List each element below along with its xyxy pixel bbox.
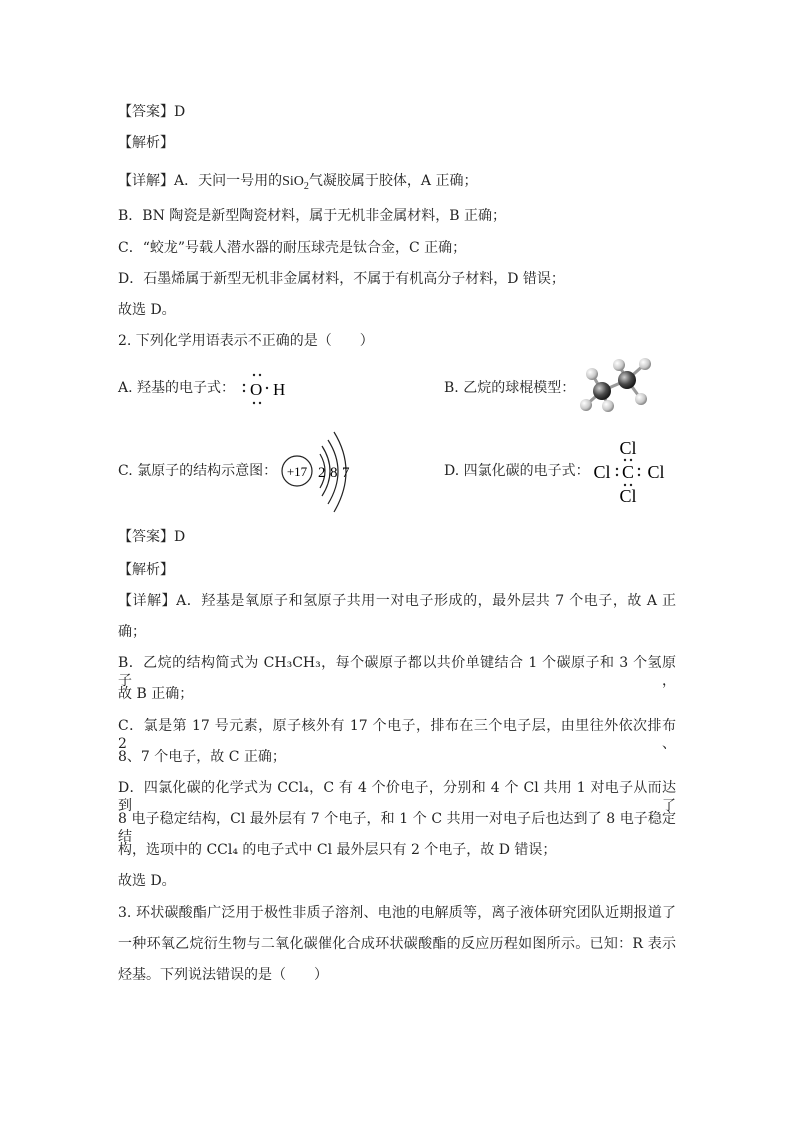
q2-answer: 【答案】D: [118, 529, 186, 545]
ccl4-electron-formula: [586, 434, 670, 508]
q2-option-b-label: B. 乙烷的球棍模型：: [444, 380, 576, 396]
q2-detail-d-line1: D．四氯化碳的化学式为 CCl₄，C 有 4 个价电子，分别和 4 个 Cl 共用 1 对电子从而达到了: [118, 780, 676, 814]
q1-detail-suffix: 气凝胶属于胶体，A 正确；: [308, 173, 478, 189]
svg-text:Cl: Cl: [619, 486, 637, 506]
svg-text:Cl: Cl: [593, 462, 611, 482]
svg-text:Cl: Cl: [647, 462, 665, 482]
q3-stem-line3: 烃基。下列说法错误的是（ ）: [118, 967, 328, 983]
q1-detail-b: B．BN 陶瓷是新型陶瓷材料，属于无机非金属材料，B 正确；: [118, 208, 507, 224]
svg-text:+17: +17: [286, 464, 308, 479]
q2-detail-a-line1: 【详解】A．羟基是氧原子和氢原子共用一对电子形成的，最外层共 7 个电子，故 A 正: [118, 593, 676, 609]
q1-detail-prefix: 【详解】A．天问一号用的: [118, 173, 283, 189]
q2-option-a-label: A. 羟基的电子式：: [118, 380, 236, 396]
q1-choose: 故选 D。: [118, 302, 176, 318]
q1-answer: 【答案】D: [118, 104, 186, 120]
q2-detail-c-line1: C．氯是第 17 号元素，原子核外有 17 个电子，排布在三个电子层，由里往外依次排布 2、: [118, 718, 676, 752]
q2-detail-d-line2: 8 电子稳定结构，Cl 最外层有 7 个电子，和 1 个 C 共用一对电子后也达到了 8 电子稳定结: [118, 811, 676, 845]
q2-analysis-heading: 【解析】: [118, 562, 174, 578]
q1-detail-d: D．石墨烯属于新型无机非金属材料，不属于有机高分子材料，D 错误；: [118, 271, 565, 287]
q2-detail-b-line2: 故 B 正确；: [118, 686, 194, 702]
svg-text:C: C: [621, 462, 635, 482]
sio2-formula: SiO$_2$: [282, 174, 309, 192]
svg-text:2: 2: [318, 465, 326, 481]
q3-stem-line2: 一种环氧乙烷衍生物与二氧化碳催化合成环状碳酸酯的反应历程如图所示。已知：R 表示: [118, 936, 676, 952]
q1-detail-a: [118, 172, 477, 196]
q2-choose: 故选 D。: [118, 873, 176, 889]
q2-detail-a-line2: 确；: [118, 624, 146, 640]
svg-text:Cl: Cl: [619, 438, 637, 458]
ethane-ball-stick-model: [574, 354, 656, 416]
q1-detail-c: C．“蛟龙”号载人潜水器的耐压球壳是钛合金，C 正确；: [118, 240, 467, 256]
svg-text:O: O: [250, 380, 263, 399]
q2-stem: 2. 下列化学用语表示不正确的是（ ）: [118, 333, 374, 349]
chlorine-atom-structure-diagram: [278, 426, 358, 518]
q2-detail-d-line3: 构，选项中的 CCl₄ 的电子式中 Cl 最外层只有 2 个电子，故 D 错误；: [118, 842, 557, 858]
q3-stem-line1: 3. 环状碳酸酯广泛用于极性非质子溶剂、电池的电解质等，离子液体研究团队近期报道了: [118, 905, 676, 921]
q2-option-d-label: D. 四氯化碳的电子式：: [444, 463, 590, 479]
hydroxyl-electron-formula: [238, 370, 298, 406]
q1-analysis-heading: 【解析】: [118, 135, 174, 151]
svg-text:H: H: [273, 380, 286, 399]
q2-detail-c-line2: 8、7 个电子，故 C 正确；: [118, 749, 286, 765]
svg-text:7: 7: [342, 465, 350, 481]
q2-option-c-label: C. 氯原子的结构示意图：: [118, 463, 278, 479]
q2-detail-b-line1: B．乙烷的结构简式为 CH₃CH₃，每个碳原子都以共价单键结合 1 个碳原子和 3 个氢原子，: [118, 655, 676, 689]
svg-text:8: 8: [330, 465, 338, 481]
